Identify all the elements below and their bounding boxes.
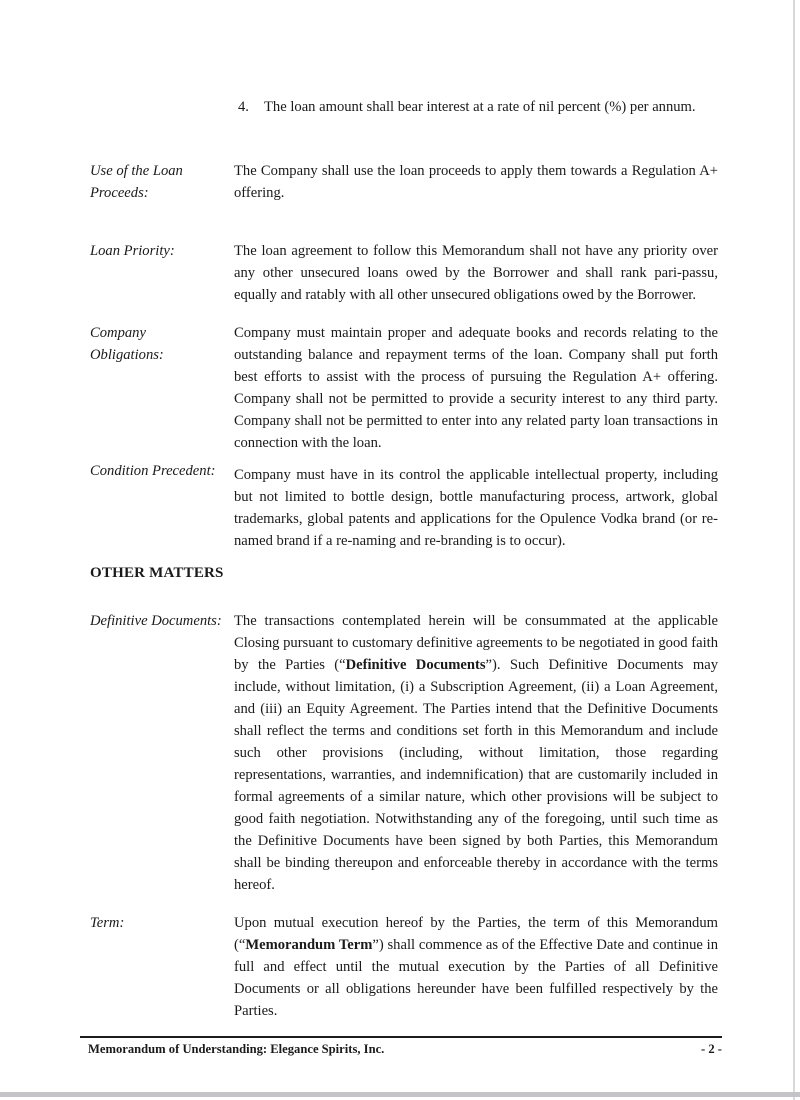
numbered-clause-4 (238, 96, 718, 118)
clause-text: The loan amount shall bear interest at a rate of nil percent (%) per annum. (264, 99, 696, 115)
section-label: Definitive Documents: (90, 613, 222, 629)
section-body: The transactions contemplated herein will be consummated at the applicable Closing pursuant to customary definitive agreements to be negotiated in good faith by the Parties (“Definitive Documents”). Such Definitive Documents may include, without limitation, (i) a Subscription Agreement, (ii) a Loan Agreement, and (iii) an Equity Agreement. The Parties intend that the Definitive Documents shall reflect the terms and conditions set forth in this Memorandum and include such other provisions (including, without limitation, those regarding representations, warranties, and indemnification) that are customarily included in formal agreements of a similar nature, which other provisions will be subject to good faith negotiation. Notwithstanding any of the foregoing, until such time as the Definitive Documents have been signed by both Parties, this Memorandum shall be binding thereupon and enforceable thereby in accordance with the terms hereof. (234, 613, 718, 893)
section-body: Upon mutual execution hereof by the Parties, the term of this Memorandum (“Memorandum Term”) shall commence as of the Effective Date and continue in full and effect until the mutual execution by the Parties of all Definitive Documents or all obligations hereunder have been fulfilled respectively by the Parties. (234, 915, 718, 1019)
section-definitive-documents (90, 610, 718, 896)
section-label: Term: (90, 915, 125, 931)
footer-page-number: - 2 - (701, 1042, 722, 1056)
footer-title: Memorandum of Understanding: Elegance Spirits, Inc. (88, 1042, 385, 1056)
section-loan-priority (90, 240, 718, 306)
other-matters-heading: OTHER MATTERS (90, 565, 224, 581)
section-body: Company must maintain proper and adequate books and records relating to the outstanding balance and repayment terms of the loan. Company shall put forth best efforts to assist with the process of pursuing the Regulation A+ offering. Company shall not be permitted to provide a security interest to any third party. Company shall not be permitted to enter into any related party loan transactions in connection with the loan. (234, 325, 718, 451)
page-edge-bottom (0, 1092, 800, 1097)
section-condition-precedent (90, 460, 718, 552)
section-use-of-loan-proceeds (90, 160, 718, 204)
section-company-obligations (90, 322, 718, 454)
document-content (90, 0, 718, 1022)
section-body: Company must have in its control the applicable intellectual property, including but not limited to bottle design, bottle manufacturing process, artwork, global trademarks, global patents and applications for the Opulence Vodka brand (or re-named brand if a re-naming and re-branding is to occur). (234, 467, 718, 549)
section-body: The loan agreement to follow this Memorandum shall not have any priority over any other unsecured loans owed by the Borrower and shall rank pari-passu, equally and ratably with all other unsecured obligations owed by the Borrower. (234, 243, 718, 303)
section-body: The Company shall use the loan proceeds to apply them towards a Regulation A+ offering. (234, 163, 718, 201)
page-edge-right (793, 0, 795, 1100)
page-footer (80, 1036, 722, 1057)
section-label: Condition Precedent: (90, 463, 216, 479)
section-label: Use of the Loan Proceeds: (90, 163, 183, 201)
section-term (90, 912, 718, 1022)
section-label: Company Obligations: (90, 325, 164, 363)
section-label: Loan Priority: (90, 243, 175, 259)
clause-number: 4. (238, 99, 249, 115)
